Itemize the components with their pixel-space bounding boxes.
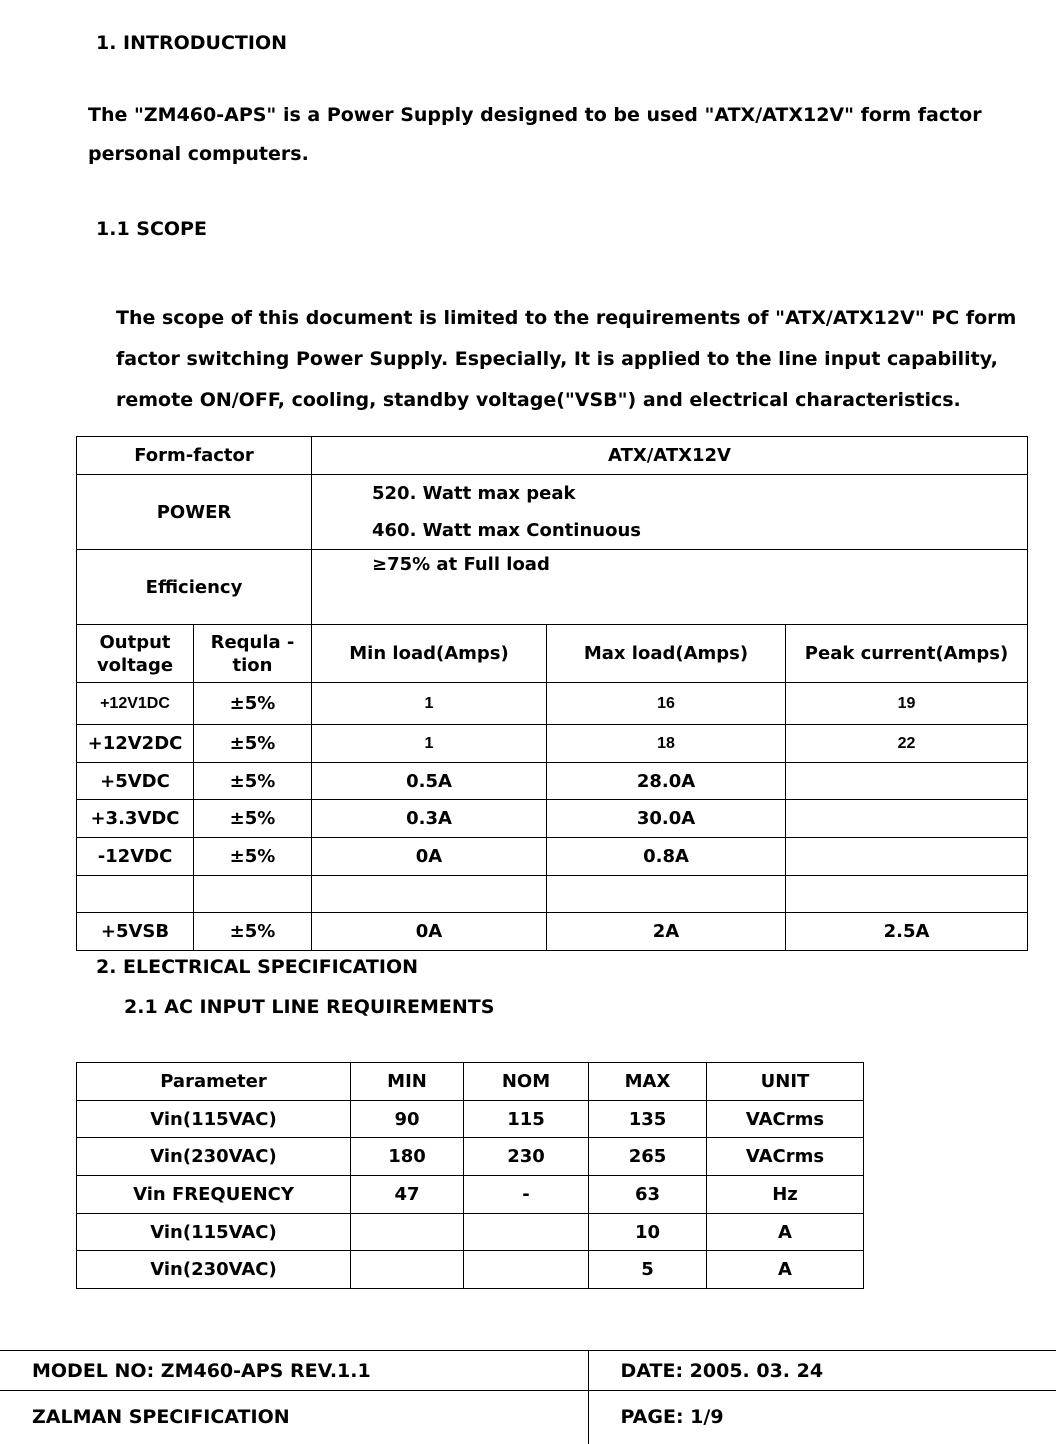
- ac-cell: 90: [351, 1101, 464, 1138]
- scope-text: The scope of this document is limited to the requirements of "ATX/ATX12V" PC form factor switching Power Supply. Especially, It is applied to the line input capability, remote ON/OFF, cooling, standby voltage("VSB") and electrical characteristics.: [116, 307, 1017, 411]
- ac-cell: [464, 1214, 589, 1251]
- footer-date: DATE: 2005. 03. 24: [588, 1351, 1056, 1391]
- empty-cell: [547, 876, 786, 913]
- footer: [0, 1350, 1056, 1444]
- header-peak-current: Peak current(Amps): [786, 625, 1028, 683]
- footer-company: ZALMAN SPECIFICATION: [0, 1391, 588, 1444]
- min-cell: 1: [312, 725, 547, 763]
- reg-cell: ±5%: [194, 725, 312, 763]
- ac-header-cell: MAX: [589, 1063, 707, 1101]
- min-cell: 0A: [312, 913, 547, 951]
- header-regulation: Requla -tion: [194, 625, 312, 683]
- ac-cell: [351, 1214, 464, 1251]
- ac-cell: Vin(115VAC): [77, 1214, 351, 1251]
- form-factor-value: ATX/ATX12V: [312, 437, 1028, 475]
- table-row: [77, 1138, 864, 1176]
- voltage-cell: +12V1DC: [77, 683, 194, 725]
- ac-header-cell: NOM: [464, 1063, 589, 1101]
- min-cell: 0.3A: [312, 800, 547, 838]
- ac-cell: -: [464, 1176, 589, 1214]
- ac-cell: Vin FREQUENCY: [77, 1176, 351, 1214]
- empty-cell: [77, 876, 194, 913]
- electrical-heading: 2. ELECTRICAL SPECIFICATION: [96, 956, 418, 978]
- intro-text: The "ZM460-APS" is a Power Supply designed to be used "ATX/ATX12V" form factor personal computers.: [88, 104, 982, 165]
- ac-cell: Vin(115VAC): [77, 1101, 351, 1138]
- reg-cell: ±5%: [194, 838, 312, 876]
- intro-heading: 1. INTRODUCTION: [96, 32, 287, 54]
- ac-cell: 180: [351, 1138, 464, 1176]
- peak-cell: [786, 838, 1028, 876]
- ac-cell: 115: [464, 1101, 589, 1138]
- footer-model: MODEL NO: ZM460-APS REV.1.1: [0, 1351, 588, 1391]
- ac-cell: Hz: [707, 1176, 864, 1214]
- ac-heading: 2.1 AC INPUT LINE REQUIREMENTS: [124, 996, 495, 1018]
- voltage-cell: +5VDC: [77, 763, 194, 800]
- ac-cell: 5: [589, 1251, 707, 1289]
- max-cell: 30.0A: [547, 800, 786, 838]
- table-row: [77, 1251, 864, 1289]
- voltage-cell: +12V2DC: [77, 725, 194, 763]
- ac-cell: 10: [589, 1214, 707, 1251]
- scope-heading: 1.1 SCOPE: [96, 218, 207, 240]
- ac-cell: 47: [351, 1176, 464, 1214]
- voltage-cell: +3.3VDC: [77, 800, 194, 838]
- power-continuous: 460. Watt max Continuous: [372, 520, 641, 541]
- ac-header-cell: Parameter: [77, 1063, 351, 1101]
- ac-cell: [464, 1251, 589, 1289]
- max-cell: 18: [547, 725, 786, 763]
- empty-cell: [312, 876, 547, 913]
- min-cell: 1: [312, 683, 547, 725]
- ac-cell: 230: [464, 1138, 589, 1176]
- efficiency-label: Efficiency: [77, 550, 312, 625]
- ac-cell: Vin(230VAC): [77, 1138, 351, 1176]
- ac-cell: [351, 1251, 464, 1289]
- reg-cell: ±5%: [194, 763, 312, 800]
- peak-cell: 2.5A: [786, 913, 1028, 951]
- max-cell: 16: [547, 683, 786, 725]
- ac-cell: VACrms: [707, 1138, 864, 1176]
- max-cell: 28.0A: [547, 763, 786, 800]
- empty-cell: [194, 876, 312, 913]
- header-output-voltage: Output voltage: [77, 625, 194, 683]
- empty-cell: [786, 876, 1028, 913]
- min-cell: 0.5A: [312, 763, 547, 800]
- peak-cell: 19: [786, 683, 1028, 725]
- power-value: [312, 475, 1028, 550]
- ac-cell: 135: [589, 1101, 707, 1138]
- header-max-load: Max load(Amps): [547, 625, 786, 683]
- table-row: [77, 1101, 864, 1138]
- max-cell: 0.8A: [547, 838, 786, 876]
- reg-cell: ±5%: [194, 913, 312, 951]
- table-row: [77, 1214, 864, 1251]
- voltage-cell: -12VDC: [77, 838, 194, 876]
- power-label: POWER: [77, 475, 312, 550]
- table-row: [77, 1176, 864, 1214]
- voltage-cell: +5VSB: [77, 913, 194, 951]
- spec-table: [76, 436, 1028, 951]
- ac-cell: 265: [589, 1138, 707, 1176]
- ac-cell: Vin(230VAC): [77, 1251, 351, 1289]
- footer-page: PAGE: 1/9: [588, 1391, 1056, 1444]
- efficiency-value: ≥75% at Full load: [312, 550, 1028, 625]
- ac-header-cell: MIN: [351, 1063, 464, 1101]
- ac-cell: VACrms: [707, 1101, 864, 1138]
- ac-cell: A: [707, 1251, 864, 1289]
- reg-cell: ±5%: [194, 800, 312, 838]
- peak-cell: 22: [786, 725, 1028, 763]
- max-cell: 2A: [547, 913, 786, 951]
- peak-cell: [786, 763, 1028, 800]
- power-peak: 520. Watt max peak: [372, 483, 576, 504]
- min-cell: 0A: [312, 838, 547, 876]
- ac-cell: A: [707, 1214, 864, 1251]
- form-factor-label: Form-factor: [77, 437, 312, 475]
- header-min-load: Min load(Amps): [312, 625, 547, 683]
- ac-header-row: [77, 1063, 864, 1101]
- ac-header-cell: UNIT: [707, 1063, 864, 1101]
- peak-cell: [786, 800, 1028, 838]
- reg-cell: ±5%: [194, 683, 312, 725]
- ac-input-table: [76, 1062, 864, 1289]
- ac-cell: 63: [589, 1176, 707, 1214]
